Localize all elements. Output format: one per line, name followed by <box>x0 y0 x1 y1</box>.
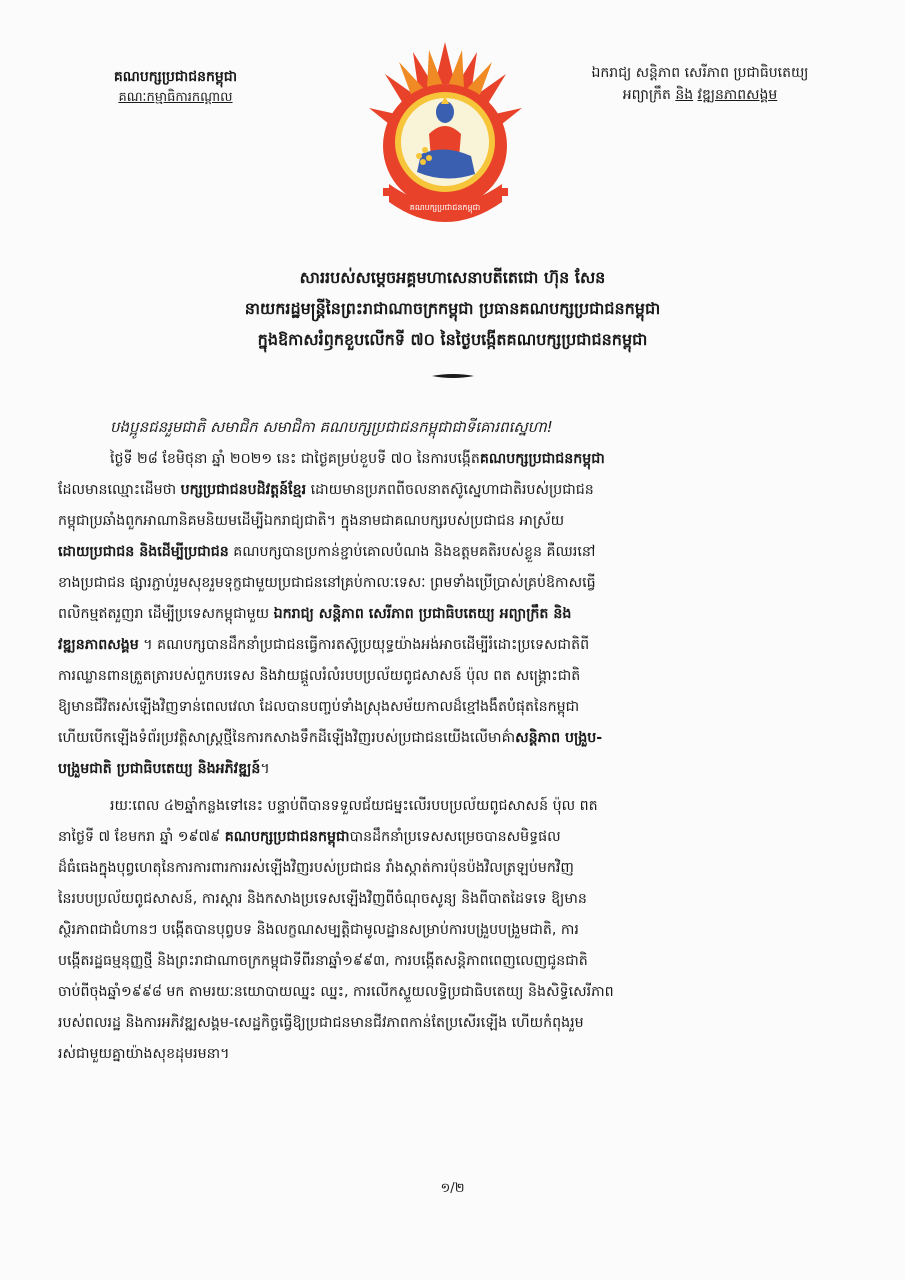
p1-line-8: ការឈ្លានពានត្រួតត្រារបស់ពួកបរទេស និងវាយផ្តួលរំលំរបបប្រល័យពូជសាសន៍ ប៉ុល ពត សង្គ្រោះជាតិ <box>58 668 581 684</box>
p1-l6b: ឯករាជ្យ សន្តិភាព សេរីភាព ប្រជាធិបតេយ្យ អព្យាក្រឹត និង <box>273 606 572 622</box>
p1-l7b: ។ គណបក្សបានដឹកនាំប្រជាជនធ្វើការតស៊ូប្រយុទ្ធយ៉ាងអង់អាចដើម្បីរំដោះប្រទេសជាតិពី <box>138 637 590 653</box>
p2-line-5: ស្ថិរភាពជាជំហានៗ បង្កើតបានបុព្វបទ និងលក្ខណសម្បត្តិជាមូលដ្ឋានសម្រាប់ការបង្រួបបង្រួមជាតិ, ការ <box>58 922 579 938</box>
p2-l2c: បានដឹកនាំប្រទេសសម្រេចបានសមិទ្ធផល <box>349 829 561 845</box>
p1-l10a: ហើយបើកឡើងទំព័រប្រវត្តិសាស្ត្រថ្មីនៃការកសាងទឹកដីឡើងវិញរបស់ប្រជាជនយើងលើមាគ៌ា <box>58 730 516 746</box>
p2-line-2 <box>58 822 858 853</box>
motto-neutrality: អព្យាក្រឹត <box>622 87 671 103</box>
p1-l7a: វឌ្ឍនភាពសង្គម <box>58 637 139 653</box>
p1-line-5: ខាងប្រជាជន ផ្សារភ្ជាប់រួមសុខរួមទុក្ខជាមួយប្រជាជននៅគ្រប់កាលៈទេសៈ ព្រមទាំងប្រើប្រាស់គ្រប់ឱកាសធ្វើ <box>58 575 596 591</box>
p2-line-8: របស់ពលរដ្ឋ និងការអភិវឌ្ឍសង្គម-សេដ្ឋកិច្ចធ្វើឱ្យប្រជាជនមានជីវភាពកាន់តែប្រសើរឡើង ហើយកំពុងរួម <box>58 1015 584 1031</box>
title-line-3: ក្នុងឱកាសរំឭកខួបលើកទី ៧០ នៃថ្ងៃបង្កើតគណបក្សប្រជាជនកម្ពុជា <box>257 330 648 349</box>
p1-l2a: ដែលមានឈ្មោះដើមថា <box>58 482 181 498</box>
p2-line-6: បង្កើតរដ្ឋធម្មនុញ្ញថ្មី និងព្រះរាជាណាចក្រកម្ពុជាទីពីរនាឆ្នាំ១៩៩៣, ការបង្កើតសន្តិភាពពេញលេញជូនជាតិ <box>58 953 588 969</box>
motto-line-2 <box>540 84 860 106</box>
p1-line-2 <box>58 475 858 506</box>
p2-line-9: រស់ជាមួយគ្នាយ៉ាងសុខដុមរមនា។ <box>58 1046 230 1062</box>
p1-line-6 <box>58 599 858 630</box>
paragraph-1 <box>58 444 858 785</box>
p1-line-11 <box>58 754 858 785</box>
p1-l1b: គណបក្សប្រជាជនកម្ពុជា <box>479 451 605 467</box>
p1-line-10 <box>58 723 858 754</box>
motto-progress: វឌ្ឍនភាពសង្គម <box>697 87 778 103</box>
p1-line-7 <box>58 630 858 661</box>
p1-l11b: ។ <box>260 761 270 777</box>
p1-line-3: កម្ពុជាប្រឆាំងពួកអាណានិគមនិយមដើម្បីឯករាជ្យជាតិ។ ក្នុងនាមជាគណបក្សរបស់ប្រជាជន អាស្រ័យ <box>58 513 565 529</box>
p2-l2a: នាថ្ងៃទី ៧ ខែមករា ឆ្នាំ ១៩៧៩ <box>58 829 225 845</box>
p1-l11a: បង្រួមជាតិ ប្រជាធិបតេយ្យ និងអភិវឌ្ឍន៍ <box>58 761 261 777</box>
title-divider <box>432 372 474 380</box>
p1-l4a: ដោយប្រជាជន និងដើម្បីប្រជាជន <box>58 544 229 560</box>
p1-l6a: ពលិកម្មឥតរួញរា ដើម្បីប្រទេសកម្ពុជាមួយ <box>58 606 274 622</box>
paragraph-2 <box>58 791 858 1070</box>
p2-line-7: ចាប់ពីចុងឆ្នាំ១៩៩៨ មក តាមរយៈនយោបាយឈ្នះ ឈ្នះ, ការលើកស្ទួយលទ្ធិប្រជាធិបតេយ្យ និងសិទ្ធិសេរីភាព <box>58 984 614 1000</box>
party-logo <box>363 38 528 228</box>
committee-name: គណៈកម្មាធិការកណ្តាល <box>118 90 233 105</box>
p1-line-9: ឱ្យមានជីវិតរស់ឡើងវិញទាន់ពេលវេលា ដែលបានបញ្ចប់ទាំងស្រុងសម័យកាលដ៏ខ្មៅងងឹតបំផុតនៃកម្ពុជា <box>58 699 580 715</box>
p1-l2c: ដោយមានប្រភពពីចលនាតស៊ូស្នេហាជាតិរបស់ប្រជាជន <box>306 482 594 498</box>
p1-l10b: សន្តិភាព បង្រួប- <box>515 730 603 746</box>
motto-line-1: ឯករាជ្យ សន្តិភាព សេរីភាព ប្រជាធិបតេយ្យ <box>591 65 809 81</box>
message-title <box>150 262 755 355</box>
logo-banner-text: គណបក្សប្រជាជនកម្ពុជា <box>409 203 481 212</box>
title-line-1: សាររបស់សម្តេចអគ្គមហាសេនាបតីតេជោ ហ៊ុន សែន <box>299 268 606 287</box>
p2-line-1: រយៈពេល ៤២ឆ្នាំកន្លងទៅនេះ បន្ទាប់ពីបានទទួលជ័យជម្នះលើរបបប្រល័យពូជសាសន៍ ប៉ុល ពត <box>110 798 598 814</box>
p2-l2b: គណបក្សប្រជាជនកម្ពុជា <box>224 829 350 845</box>
party-name: គណបក្សប្រជាជនកម្ពុជា <box>113 69 238 85</box>
p1-line-1 <box>58 444 858 475</box>
p1-l1a: ថ្ងៃទី ២៨ ខែមិថុនា ឆ្នាំ ២០២១ នេះ ជាថ្ងៃគម្រប់ខួបទី ៧០ នៃការបង្កើត <box>110 451 480 467</box>
salutation: បងប្អូនជនរួមជាតិ សមាជិក សមាជិកា គណបក្សប្រជាជនកម្ពុជាជាទីគោរពស្នេហា! <box>110 418 553 436</box>
p1-line-4 <box>58 537 858 568</box>
title-line-2: នាយករដ្ឋមន្ត្រីនៃព្រះរាជាណាចក្រកម្ពុជា ប្រធានគណបក្សប្រជាជនកម្ពុជា <box>244 299 661 318</box>
p1-l4b: គណបក្សបានប្រកាន់ខ្ជាប់គោលបំណង និងឧត្តមគតិរបស់ខ្លួន គឺឈរនៅ <box>228 544 596 560</box>
p2-line-4: នៃរបបប្រល័យពូជសាសន៍, ការស្តារ និងកសាងប្រទេសឡើងវិញពីចំណុចសូន្យ និងពីបាតដៃទទេ ឱ្យមាន <box>58 891 587 907</box>
message-body <box>58 410 858 1070</box>
p2-line-3: ដ៏ធំធេងក្នុងបុព្វហេតុនៃការការពារការរស់ឡើងវិញរបស់ប្រជាជន រាំងស្កាត់ការប៉ុនប៉ងវិលត្រឡប់មកវិញ <box>58 860 574 876</box>
page-number: ១/២ <box>440 1181 465 1196</box>
p1-l2b: បក្សប្រជាជនបដិវត្តន៍ខ្មែរ <box>180 482 307 498</box>
motto-header <box>540 62 860 106</box>
motto-and: និង <box>675 87 694 103</box>
party-header <box>58 66 293 108</box>
